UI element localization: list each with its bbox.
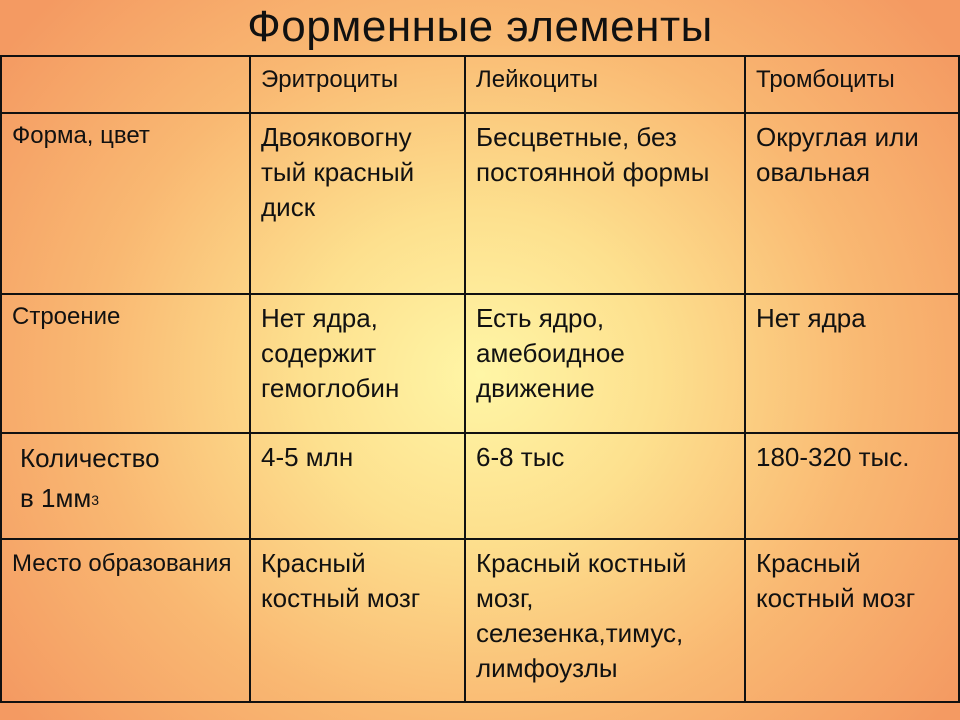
table-row-structure bbox=[1, 294, 959, 433]
cell-quantity-leukocytes: 6-8 тыс bbox=[465, 433, 745, 539]
cell-shape-platelets: Округлая или овальная bbox=[745, 113, 959, 294]
header-platelets: Тромбоциты bbox=[745, 56, 959, 113]
header-empty-cell bbox=[1, 56, 250, 113]
row-label-shape: Форма, цвет bbox=[1, 113, 250, 294]
cell-origin-erythrocytes: Красный костный мозг bbox=[250, 539, 465, 702]
row-label-origin: Место образования bbox=[1, 539, 250, 702]
cell-origin-leukocytes: Красный костный мозг, селезенка,тимус, лимфоузлы bbox=[465, 539, 745, 702]
table-row-shape bbox=[1, 113, 959, 294]
blood-elements-table bbox=[0, 55, 960, 703]
cell-quantity-platelets: 180-320 тыс. bbox=[745, 433, 959, 539]
superscript-3: 3 bbox=[91, 492, 100, 508]
page-title: Форменные элементы bbox=[247, 2, 713, 51]
row-label-structure: Строение bbox=[1, 294, 250, 433]
cell-structure-platelets: Нет ядра bbox=[745, 294, 959, 433]
cell-origin-platelets: Красный костный мозг bbox=[745, 539, 959, 702]
row-label-quantity bbox=[1, 433, 250, 539]
cell-shape-erythrocytes: Двояковогну тый красный диск bbox=[250, 113, 465, 294]
header-erythrocytes: Эритроциты bbox=[250, 56, 465, 113]
cell-structure-leukocytes: Есть ядро, амебоидное движение bbox=[465, 294, 745, 433]
table-row-quantity bbox=[1, 433, 959, 539]
quantity-label-line1: Количество bbox=[20, 443, 160, 473]
quantity-label-line2: в $1мм^3$ bbox=[20, 483, 100, 513]
cell-quantity-erythrocytes: 4-5 млн bbox=[250, 433, 465, 539]
table-header-row bbox=[1, 56, 959, 113]
table-row-origin bbox=[1, 539, 959, 702]
cell-shape-leukocytes: Бесцветные, без постоянной формы bbox=[465, 113, 745, 294]
header-leukocytes: Лейкоциты bbox=[465, 56, 745, 113]
cell-structure-erythrocytes: Нет ядра, содержит гемоглобин bbox=[250, 294, 465, 433]
